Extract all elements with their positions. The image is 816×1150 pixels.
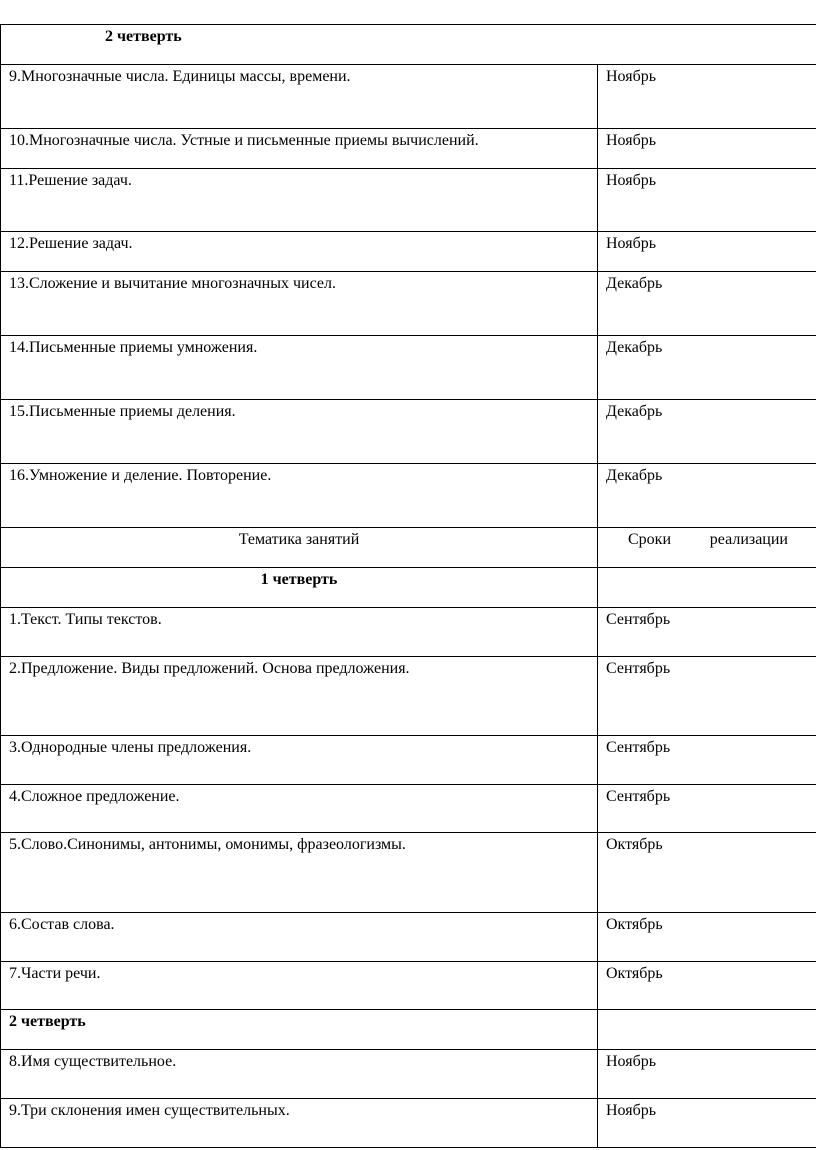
- month-cell: Ноябрь: [597, 65, 816, 128]
- quarter-row: [0, 24, 816, 65]
- topic-cell: 2.Предложение. Виды предложений. Основа предложения.: [0, 657, 597, 735]
- quarter-label: 1 четверть: [0, 568, 597, 607]
- month-cell: Сентябрь: [597, 657, 816, 735]
- topic-cell: 14.Письменные приемы умножения.: [0, 336, 597, 399]
- table-row: [0, 1050, 816, 1099]
- topic-cell: 9.Многозначные числа. Единицы массы, времени.: [0, 65, 597, 128]
- topic-cell: 8.Имя существительное.: [0, 1050, 597, 1098]
- month-cell: Ноябрь: [597, 129, 816, 168]
- table-row: [0, 1099, 816, 1148]
- quarter-row: [0, 568, 816, 608]
- topic-cell: 11.Решение задач.: [0, 169, 597, 231]
- table-row: [0, 336, 816, 400]
- empty-cell: [597, 568, 816, 607]
- topic-cell: 9.Три склонения имен существительных.: [0, 1099, 597, 1147]
- header-row: [0, 528, 816, 568]
- month-cell: Декабрь: [597, 464, 816, 527]
- table-row: [0, 232, 816, 272]
- terms-word-1: Сроки: [628, 531, 672, 548]
- month-cell: Октябрь: [597, 913, 816, 961]
- topic-cell: 5.Слово.Синонимы, антонимы, омонимы, фразеологизмы.: [0, 833, 597, 912]
- topic-cell: 15.Письменные приемы деления.: [0, 400, 597, 463]
- month-cell: Октябрь: [597, 962, 816, 1009]
- month-cell: Декабрь: [597, 272, 816, 335]
- topic-cell: 16.Умножение и деление. Повторение.: [0, 464, 597, 527]
- quarter-row: [0, 1010, 816, 1050]
- terms-header: [597, 528, 816, 567]
- topic-cell: 12.Решение задач.: [0, 232, 597, 271]
- month-cell: Ноябрь: [597, 1099, 816, 1147]
- month-cell: Сентябрь: [597, 608, 816, 656]
- table-row: [0, 657, 816, 736]
- month-cell: Ноябрь: [597, 232, 816, 271]
- table-row: [0, 129, 816, 169]
- month-cell: Сентябрь: [597, 736, 816, 784]
- table-row: [0, 464, 816, 528]
- topic-cell: 6.Состав слова.: [0, 913, 597, 961]
- month-cell: Ноябрь: [597, 169, 816, 231]
- table-row: [0, 736, 816, 785]
- month-cell: Октябрь: [597, 833, 816, 912]
- table-row: [0, 608, 816, 657]
- topic-cell: 4.Сложное предложение.: [0, 785, 597, 832]
- topic-cell: 1.Текст. Типы текстов.: [0, 608, 597, 656]
- table-row: [0, 65, 816, 129]
- table-row: [0, 962, 816, 1010]
- table-row: [0, 400, 816, 464]
- topic-header: Тематика занятий: [0, 528, 597, 567]
- topic-cell: 10.Многозначные числа. Устные и письменные приемы вычислений.: [0, 129, 597, 168]
- topic-cell: 13.Сложение и вычитание многозначных чисел.: [0, 272, 597, 335]
- month-cell: Декабрь: [597, 400, 816, 463]
- month-cell: Декабрь: [597, 336, 816, 399]
- table-row: [0, 785, 816, 833]
- empty-cell: [597, 1010, 816, 1049]
- quarter-label: 2 четверть: [0, 25, 816, 64]
- topic-cell: 3.Однородные члены предложения.: [0, 736, 597, 784]
- month-cell: Ноябрь: [597, 1050, 816, 1098]
- table-row: [0, 272, 816, 336]
- quarter-label: 2 четверть: [0, 1010, 597, 1049]
- topic-cell: 7.Части речи.: [0, 962, 597, 1009]
- month-cell: Сентябрь: [597, 785, 816, 832]
- table-row: [0, 833, 816, 913]
- table-row: [0, 169, 816, 232]
- terms-word-2: реализации: [709, 531, 788, 548]
- table-row: [0, 913, 816, 962]
